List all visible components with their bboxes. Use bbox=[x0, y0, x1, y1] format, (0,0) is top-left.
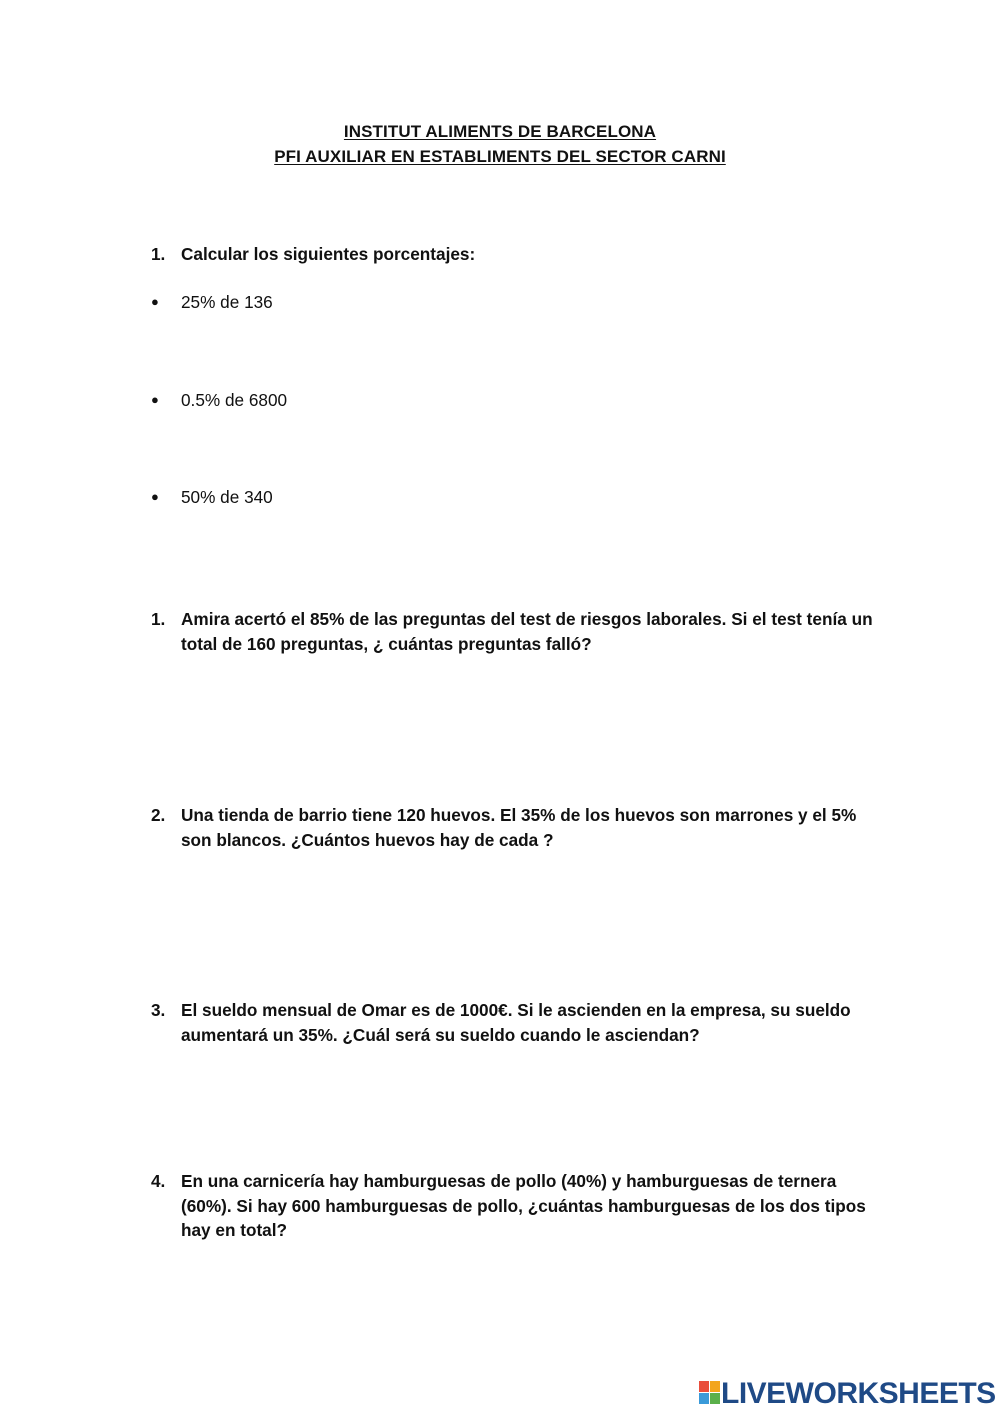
liveworksheets-logo-icon bbox=[698, 1380, 722, 1406]
question-text: Una tienda de barrio tiene 120 huevos. El 35% de los huevos son marrones y el 5% son blancos. ¿Cuántos huevos hay de cada ? bbox=[181, 805, 857, 850]
question-number: 1. bbox=[151, 609, 166, 629]
liveworksheets-logo bbox=[698, 1377, 998, 1411]
list-item-text: 25% de 136 bbox=[181, 292, 273, 312]
question-number: 4. bbox=[151, 1171, 166, 1191]
question-number: 2. bbox=[151, 805, 166, 825]
liveworksheets-logo-text: LIVEWORKSHEETS bbox=[721, 1377, 996, 1410]
list-item-text: 50% de 340 bbox=[181, 487, 273, 507]
bullet-icon: ● bbox=[151, 392, 159, 407]
school-title: INSTITUT ALIMENTS DE BARCELONA bbox=[343, 122, 657, 141]
section-title-text: Calcular los siguientes porcentajes: bbox=[181, 244, 476, 264]
question-number: 3. bbox=[151, 1000, 166, 1020]
question-text: Amira acertó el 85% de las preguntas del test de riesgos laborales. Si el test tenía un total de 160 preguntas, ¿ cuántas preguntas falló? bbox=[181, 609, 873, 654]
section-number: 1. bbox=[151, 244, 166, 264]
question-text: En una carnicería hay hamburguesas de pollo (40%) y hamburguesas de ternera (60%). Si hay 600 hamburguesas de pollo, ¿cuántas hamburguesas de los dos tipos hay en total? bbox=[181, 1171, 866, 1240]
question-text: El sueldo mensual de Omar es de 1000€. Si le ascienden en la empresa, su sueldo aumentará un 35%. ¿Cuál será su sueldo cuando le asciendan? bbox=[181, 1000, 851, 1045]
course-title: PFI AUXILIAR EN ESTABLIMENTS DEL SECTOR CARNI bbox=[274, 147, 726, 166]
list-item-text: 0.5% de 6800 bbox=[181, 390, 288, 410]
bullet-icon: ● bbox=[151, 294, 159, 309]
bullet-icon: ● bbox=[151, 489, 159, 504]
